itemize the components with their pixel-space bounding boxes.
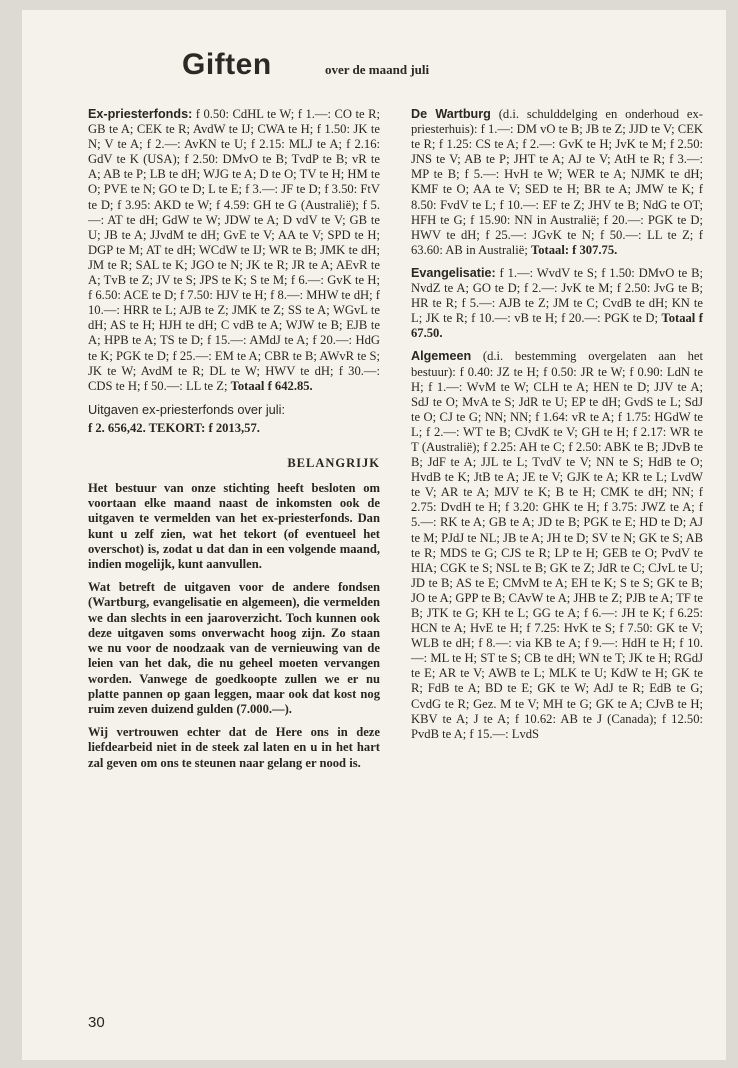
wartburg-text: (d.i. schulddelging en onderhoud ex-priesterhuis): f 1.—: DM vO te B; JB te Z; JJD te V; CEK te R; f 1.25: CS te A; f 2.—: GvK te H; JvK te M; f 2.50: JNS te V; AB te P; JHT te A; AJ te V; AtH te R; f 3.—: MP te B; f 5.—: HvH te W; WER te A; NJMK te dH; KMF te O; AA te V; SED te H; BR te A; JMW te K; f 8.50: FvdV te L; f 10.—: EF te Z; JHV te B; NdG te OT; HFH te G; f 15.90: NN in Australië; f 20.—: PGK te D; HWV te dH; f 25.—: JGvK te N; f 50.—: LL te Z; f 63.60: AB in Australië;	[411, 107, 703, 257]
evangelisatie-section	[411, 266, 703, 341]
evangelisatie-label: Evangelisatie:	[411, 265, 496, 280]
notice-paragraph-2: Wat betreft de uitgaven voor de andere fondsen (Wartburg, evangelisatie en algemeen), die vermelden we dan slechts in een jaaroverzicht. Toch kunnen ook deze uitgaven soms onverwacht hoog zijn. Zo staan we nu voor de noodzaak van de vernieuwing van de leien van het dak, die nu geheel moeten vervangen worden. Vanwege de goedkoopte zullen we er nu platte pannen op gaan leggen, maar ook dat kost nog ruim zeven duizend gulden (7.000.—).	[88, 580, 380, 716]
algemeen-label: Algemeen	[411, 349, 472, 364]
wartburg-section	[411, 107, 703, 258]
algemeen-section	[411, 349, 703, 741]
notice-paragraph-1: Het bestuur van onze stichting heeft besloten om voortaan elke maand naast de inkomsten ook de uitgaven te vermelden van het ex-priesterfonds. Dan kunt u zelf zien, wat het tekort (of eventueel het overschot) is, zodat u dat dan in een volgende maand, indien mogelijk, kunt aanvullen.	[88, 481, 380, 572]
ex-priesterfonds-section	[88, 107, 380, 394]
page-number: 30	[88, 1014, 105, 1031]
right-column	[411, 107, 703, 750]
ex-priesterfonds-text: f 0.50: CdHL te W; f 1.—: CO te R; GB te A; CEK te R; AvdW te IJ; CWA te H; f 1.50: JK te N; V te A; f 2.—: AvKN te U; f 2.15: MLJ te A; f 2.16: GdV te K (USA); f 2.50: DMvO te B; TvdP te B; vR te A; AB te P; LB te dH; WJG te A; D te O; TV te H; HM te O; PVE te N; GO te D; L te E; f 3.—: JF te D; f 3.50: FtV te D; f 3.95: AKD te W; f 4.59: GH te G (Australië); f 5.—: AT te dH; GdW te W; JDW te A; D vdV te V; GB te U; JB te A; JJvdM te dH; GvE te V; AA te V; SPD te H; DGP te M; AT te dH; WCdW te IJ; WR te B; JMK te dH; JM te R; SAL te K; JGO te N; JK te R; JR te A; AEvR te A; TvB te Z; JV te S; JPS te K; S te M; f 6.—: GvK te H; f 6.50: ACE te D; f 7.50: HJV te H; f 8.—: MHW te dH; f 10.—: HRR te L; AJB te Z; JMK te Z; SS te A; WGvL te dH; AS te H; HJH te dH; C vdB te A; WJW te B; EJB te A; HPB te A; TS te D; f 15.—: AMdJ te A; f 20.—: HdG te K; PGK te D; f 25.—: EM te A; CBR te B; AWvR te S; JK te W; AvdM te R; DL te W; HWV te dH; f 30.—: CDS te H; f 50.—: LL te Z;	[88, 107, 380, 393]
ex-priesterfonds-total: Totaal f 642.85.	[230, 378, 313, 393]
page	[22, 10, 726, 1060]
ex-priesterfonds-label: Ex-priesterfonds:	[88, 107, 193, 121]
page-title: Giften	[182, 48, 272, 81]
wartburg-total: Totaal: f 307.75.	[531, 242, 618, 257]
notice-paragraph-3: Wij vertrouwen echter dat de Here ons in deze liefdearbeid niet in de steek zal laten en u in het hart zal geven om ons te steunen naar gelang er nood is.	[88, 725, 380, 770]
algemeen-text: (d.i. bestemming overgelaten aan het bestuur): f 0.40: JZ te H; f 0.50: JR te W; f 0.90: LdN te H; f 1.—: WvM te W; CLH te A; HEN te D; JJV te A; SdJ te O; MvA te S; JdR te U; EP te dH; GvdS te L; SdJ te O; CJ te G; NN; NN; f 1.64: vR te A; f 1.75: HGdW te L; f 2.—: WT te B; CJvdK te V; GH te H; f 2.17: WR te T (Australië); f 2.25: AH te C; f 2.50: ABK te B; JDvB te B; JdF te A; JJL te L; TvdV te V; NN te S; HdB te O; HvdB te K; JtB te A; JE te V; GJK te A; KR te L; LvdW te V; AR te A; MJV te K; B te H; CMK te dH; NN; f 2.75: DvdH te H; f 3.20: GHK te H; f 3.75: JWZ te A; f 5.—: RK te A; GB te A; JD te B; PGK te E; HD te D; AJ te M; PJdJ te NL; JB te A; JH te D; SV te N; GK te S; AB te R; MDS te G; CJS te R; LP te H; GEB te O; PvdV te HIA; CGK te S; NSL te B; GK te Z; JdR te C; CJvL te U; JD te B; AS te E; CMvM te A; EH te K; S te S; GK te B; JO te A; GPP te B; CAvW te A; JHB te Z; PJB te A; TF te B; JTK te G; KH te L; GG te A; f 6.—: JH te K; f 6.25: HCN te A; HvE te H; f 7.25: HvK te S; f 7.50: GK te V; WLB te dH; f 8.—: via KB te A; f 9.—: HdH te H; f 10.—: ML te H; ST te S; CB te dH; WN te T; JK te H; RGdJ te E; AR te V; AWB te L; MLK te U; KdW te H; GK te R; FdB te A; BD te E; GK te W; AdJ te R; EdB te G; CvdG te R; Gez. M te V; MH te G; GK te A; CJvB te H; KBV te A; J te A; f 10.62: AB te J (Canada); f 12.50: PvdB te A; f 15.—: LvdS	[411, 349, 704, 741]
masthead	[22, 48, 726, 98]
spend-total: f 2. 656,42. TEKORT: f 2013,57.	[88, 420, 260, 435]
left-column	[88, 107, 380, 779]
spend-label: Uitgaven ex-priesterfonds over juli:	[88, 401, 286, 417]
belangrijk-heading: BELANGRIJK	[287, 455, 380, 470]
evangelisatie-total: Totaal f 67.50.	[411, 311, 703, 341]
evangelisatie-text: f 1.—: WvdV te S; f 1.50: DMvO te B; NvdZ te A; GO te D; f 2.—: JvK te M; f 2.50: JvG te B; HR te R; f 5.—: AJB te Z; JM te C; CvdB te dH; KN te L; JK te R; f 10.—: vB te H; f 20.—: PGK te D;	[411, 265, 703, 326]
wartburg-label: De Wartburg	[411, 107, 491, 121]
page-subtitle: over de maand juli	[325, 62, 430, 77]
